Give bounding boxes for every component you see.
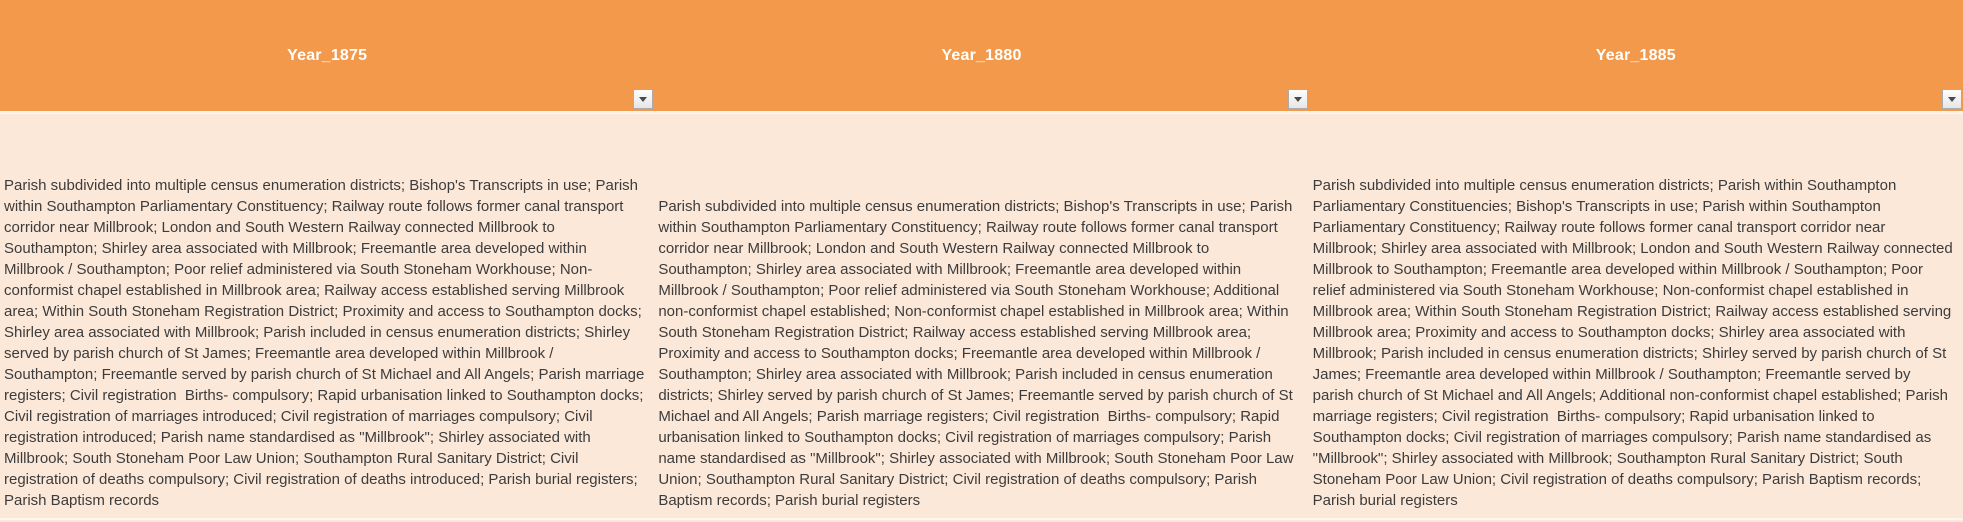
header-cell-year-1885 xyxy=(1309,0,1963,111)
table-cell-year-1880[interactable] xyxy=(654,196,1308,518)
header-cell-year-1880 xyxy=(654,0,1308,111)
column-header-label-year-1875: Year_1875 xyxy=(287,46,368,64)
cell-text-year-1875: Parish subdivided into multiple census enumeration districts; Bishop's Transcripts in use; Parish within Southampton Parliamentary Constituency; Railway route follows former canal transport corridor near Millbrook; London and South Western Railway connected Millbrook to Southampton; Shirley area associated with Millbrook; Freemantle area developed within Millbrook / Southampton; Poor relief administered via South Stoneham Workhouse; Non-conformist chapel established in Millbrook area; Railway access established serving Millbrook area; Within South Stoneham Registration District; Proximity and access to Southampton docks; Shirley area associated with Millbrook; Parish included in census enumeration districts; Shirley served by parish church of St James; Freemantle area developed within Millbrook / Southampton; Freemantle served by parish church of St Michael and All Angels; Parish marriage registers; Civil registration Births- compulsory; Rapid urbanisation linked to Southampton docks; Civil registration of marriages introduced; Civil registration of marriages compulsory; Civil registration introduced; Parish name standardised as "Millbrook"; Shirley associated with Millbrook; South Stoneham Poor Law Union; Southampton Rural Sanitary District; Civil registration of deaths compulsory; Civil registration of deaths introduced; Parish burial registers; Parish Baptism records xyxy=(4,177,649,509)
filter-dropdown-button-year-1885[interactable] xyxy=(1942,89,1962,109)
table-cell-year-1875[interactable] xyxy=(0,175,654,518)
chevron-down-icon xyxy=(639,97,647,102)
chevron-down-icon xyxy=(1294,97,1302,102)
column-header-label-year-1885: Year_1885 xyxy=(1595,46,1676,64)
header-cell-year-1875 xyxy=(0,0,654,111)
column-header-label-year-1880: Year_1880 xyxy=(941,46,1022,64)
cell-text-year-1885: Parish subdivided into multiple census enumeration districts; Parish within Southampton Parliamentary Constituencies; Bishop's Transcripts in use; Parish within Southampton Parliamentary Constituency; Railway route follows former canal transport corridor near Millbrook; Shirley area associated with Millbrook; London and South Western Railway connected Millbrook to Southampton; Freemantle area developed within Millbrook / Southampton; Poor relief administered via South Stoneham Workhouse; Non-conformist chapel established in Millbrook area; Within South Stoneham Registration District; Railway access established serving Millbrook area; Proximity and access to Southampton docks; Shirley area associated with Millbrook; Parish included in census enumeration districts; Shirley served by parish church of St James; Freemantle area developed within Millbrook / Southampton; Freemantle served by parish church of St Michael and All Angels; Additional non-conformist chapel established; Parish marriage registers; Civil registration Births- compulsory; Rapid urbanisation linked to Southampton docks; Civil registration of marriages compulsory; Parish name standardised as "Millbrook"; Shirley associated with Millbrook; Southampton Rural Sanitary District; South Stoneham Poor Law Union; Civil registration of deaths compulsory; Parish Baptism records; Parish burial registers xyxy=(1312,177,1957,509)
table-cell-year-1885[interactable] xyxy=(1309,175,1963,518)
filter-dropdown-button-year-1875[interactable] xyxy=(633,89,653,109)
chevron-down-icon xyxy=(1948,97,1956,102)
filter-dropdown-button-year-1880[interactable] xyxy=(1288,89,1308,109)
cell-text-year-1880: Parish subdivided into multiple census enumeration districts; Bishop's Transcripts in use; Parish within Southampton Parliamentary Constituency; Railway route follows former canal transport corridor near Millbrook; London and South Western Railway connected Millbrook to Southampton; Shirley area associated with Millbrook; Freemantle area developed within Millbrook / Southampton; Poor relief administered via South Stoneham Workhouse; Additional non-conformist chapel established; Non-conformist chapel established in Millbrook area; Within South Stoneham Registration District; Railway access established serving Millbrook area; Proximity and access to Southampton docks; Freemantle area developed within Millbrook / Southampton; Shirley area associated with Millbrook; Parish included in census enumeration districts; Shirley served by parish church of St James; Freemantle served by parish church of St Michael and All Angels; Parish marriage registers; Civil registration Births- compulsory; Rapid urbanisation linked to Southampton docks; Civil registration of marriages compulsory; Parish name standardised as "Millbrook"; Shirley associated with Millbrook; South Stoneham Poor Law Union; Southampton Rural Sanitary District; Civil registration of deaths compulsory; Parish Baptism records; Parish burial registers xyxy=(658,198,1298,509)
body-row xyxy=(0,114,1963,520)
header-row xyxy=(0,0,1963,111)
